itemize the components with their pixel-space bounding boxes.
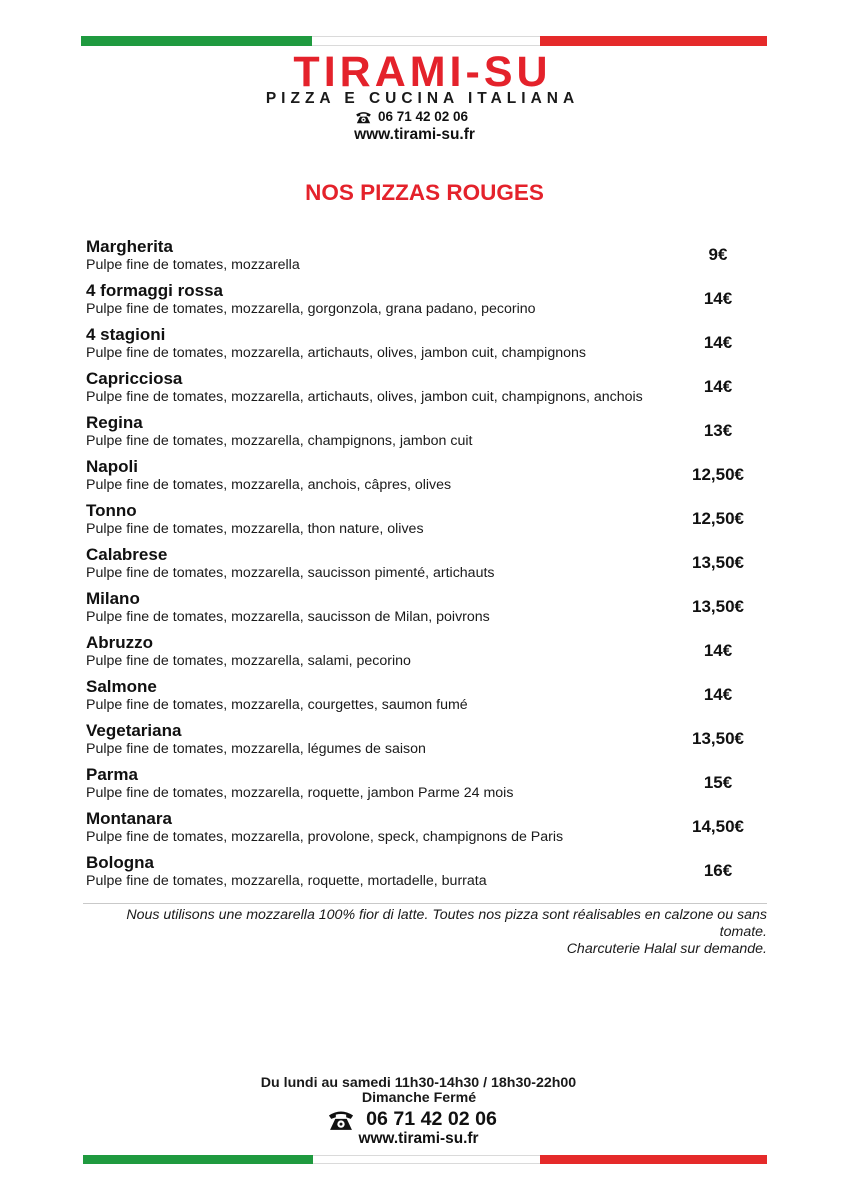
footer-phone-number: 06 71 42 02 06 [366,1108,497,1130]
header-phone [0,109,823,125]
footer-phone [0,1107,824,1131]
phone-icon [355,110,372,124]
menu-item-price: 16€ [703,861,733,880]
header-phone-number: 06 71 42 02 06 [377,109,469,124]
menu-item-description: Pulpe fine de tomates, mozzarella [86,257,300,273]
flag-stripe-bottom [83,1155,767,1164]
menu-list [86,238,756,898]
menu-item-name: Calabrese [86,545,168,564]
menu-item-price: 13,50€ [692,729,744,748]
flag-red-band [540,36,767,46]
menu-item [86,370,756,414]
flag-white-band [312,36,540,46]
menu-item-description: Pulpe fine de tomates, mozzarella, saucisson pimenté, artichauts [86,565,495,581]
logo-title: TIRAMI-SU [293,48,552,96]
divider [83,903,767,904]
menu-item [86,458,756,502]
menu-item-name: Milano [86,589,140,608]
menu-item [86,502,756,546]
menu-item-price: 13,50€ [692,597,744,616]
notes [105,907,767,958]
menu-item-name: Salmone [86,677,157,696]
menu-item-name: Napoli [86,457,138,476]
menu-item-description: Pulpe fine de tomates, mozzarella, thon nature, olives [86,521,424,537]
menu-item-price: 9€ [708,245,728,264]
menu-item-name: Margherita [86,237,173,256]
menu-item-name: Montanara [86,809,172,828]
menu-item-price: 13€ [703,421,733,440]
page-title: NOS PIZZAS ROUGES [305,180,544,205]
menu-item [86,590,756,634]
menu-item-description: Pulpe fine de tomates, mozzarella, champignons, jambon cuit [86,433,473,449]
menu-item-price: 14€ [703,289,733,308]
menu-item-description: Pulpe fine de tomates, mozzarella, légumes de saison [86,741,426,757]
menu-item [86,546,756,590]
menu-item-price: 14,50€ [692,817,744,836]
menu-item [86,678,756,722]
menu-item-description: Pulpe fine de tomates, mozzarella, anchois, câpres, olives [86,477,452,493]
menu-item-price: 13,50€ [692,553,744,572]
menu-item-description: Pulpe fine de tomates, mozzarella, gorgonzola, grana padano, pecorino [86,301,536,317]
menu-item-description: Pulpe fine de tomates, mozzarella, saucisson de Milan, poivrons [86,609,490,625]
menu-item-description: Pulpe fine de tomates, mozzarella, courgettes, saumon fumé [86,697,468,713]
note-halal: Charcuterie Halal sur demande. [566,941,767,957]
menu-item-name: 4 formaggi rossa [86,281,223,300]
menu-item [86,238,756,282]
menu-item [86,854,756,898]
note-mozzarella: Nous utilisons une mozzarella 100% fior di latte. Toutes nos pizza sont réalisables en calzone ou sans tomate. [126,907,767,940]
flag-green-band [81,36,312,46]
menu-item-price: 14€ [703,641,733,660]
footer-website: www.tirami-su.fr [358,1130,479,1147]
menu-item-name: Regina [86,413,143,432]
header-website: www.tirami-su.fr [354,126,475,143]
menu-item [86,810,756,854]
menu-item-name: Tonno [86,501,137,520]
menu-item [86,722,756,766]
opening-hours: Du lundi au samedi 11h30-14h30 / 18h30-22h00 [260,1075,577,1091]
menu-item-name: Abruzzo [86,633,154,652]
menu-item-name: Vegetariana [86,721,182,740]
logo-subtitle: PIZZA E CUCINA ITALIANA [265,90,580,107]
flag-red-band [540,1155,767,1164]
menu-item-price: 12,50€ [692,465,744,484]
menu-item [86,414,756,458]
menu-item-price: 14€ [703,377,733,396]
menu-item-name: 4 stagioni [86,325,166,344]
menu-item-price: 14€ [703,333,733,352]
menu-item-price: 15€ [703,773,733,792]
menu-item-price: 14€ [703,685,733,704]
menu-item-name: Bologna [86,853,154,872]
menu-item-description: Pulpe fine de tomates, mozzarella, artichauts, olives, jambon cuit, champignons [86,345,586,361]
menu-item-description: Pulpe fine de tomates, mozzarella, salami, pecorino [86,653,411,669]
menu-item-price: 12,50€ [692,509,744,528]
flag-stripe-top [81,36,767,46]
menu-item [86,326,756,370]
menu-item-description: Pulpe fine de tomates, mozzarella, roquette, mortadelle, burrata [86,873,487,889]
menu-item [86,766,756,810]
menu-item [86,282,756,326]
flag-green-band [83,1155,313,1164]
menu-item-description: Pulpe fine de tomates, mozzarella, provolone, speck, champignons de Paris [86,829,564,845]
menu-item-name: Capricciosa [86,369,183,388]
closed-day: Dimanche Fermé [361,1090,477,1106]
menu-item [86,634,756,678]
menu-item-name: Parma [86,765,138,784]
menu-item-description: Pulpe fine de tomates, mozzarella, roquette, jambon Parme 24 mois [86,785,514,801]
menu-item-description: Pulpe fine de tomates, mozzarella, artichauts, olives, jambon cuit, champignons, anchois [86,389,643,405]
phone-icon [327,1108,355,1131]
flag-white-band [313,1155,540,1164]
